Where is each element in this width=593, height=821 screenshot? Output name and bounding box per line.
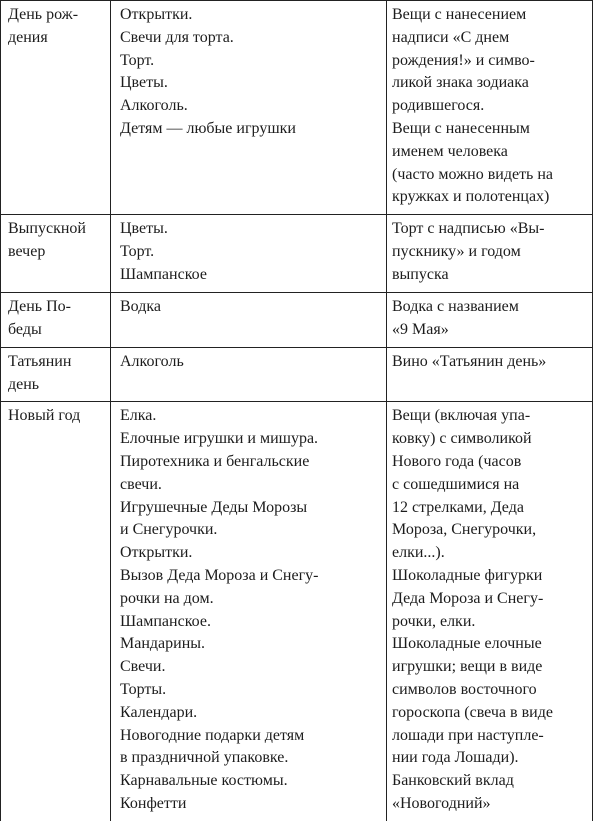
cell-line: Новый год [8,407,81,425]
cell-line: Шампанское [120,265,207,283]
cell-line: Елка. [120,407,157,425]
cell-line: «9 Мая» [392,320,449,338]
cell-line: рочки, елки. [392,612,476,630]
cell-line: и Снегурочки. [120,521,218,539]
cell-line: кружках и полотенцах) [392,188,550,206]
cell-line: с сошедшимися на [392,475,520,493]
cell-line: Нового года (часов [392,452,522,470]
personalized-cell [387,1,593,215]
cell-line: Открытки. [120,6,193,23]
cell-line: День По- [8,298,71,316]
cell-line: Вещи с нанесением [392,6,527,23]
cell-line: 12 стрелками, Деда [392,498,524,516]
cell-line: Выпускной [8,220,86,238]
gifts-cell [111,347,387,402]
cell-line: елки...). [392,544,445,562]
holiday-cell [1,402,111,821]
cell-line: день [8,375,40,393]
holiday-cell [1,293,111,348]
table-row-birthday [1,1,593,215]
cell-line: игрушки; вещи в виде [392,658,543,676]
cell-line: символов восточного [392,680,537,698]
cell-line: Деда Мороза и Снегу- [392,589,544,607]
holiday-cell [1,215,111,293]
cell-line: Календари. [120,703,198,721]
cell-line: рочки на дом. [120,589,214,607]
cell-line: Торт с надписью «Вы- [392,220,545,238]
cell-line: Водка с названием [392,298,519,316]
cell-line: Конфетти [120,794,187,812]
cell-line: Алкоголь. [120,97,188,115]
table-row-victory-day [1,293,593,348]
cell-line: в праздничной упаковке. [120,749,289,767]
cell-line: дения [8,28,48,46]
cell-line: Новогодние подарки детям [120,726,305,744]
cell-line: Цветы. [120,74,168,92]
cell-line: Торты. [120,680,167,698]
cell-line: гороскопа (свеча в виде [392,703,553,721]
cell-line: Вызов Деда Мороза и Снегу- [120,566,319,584]
cell-line: Игрушечные Деды Морозы [120,498,308,516]
cell-line: Карнавальные костюмы. [120,772,288,790]
cell-line: надписи «С днем [392,28,510,46]
personalized-cell [387,215,593,293]
cell-line: Вещи с нанесенным [392,119,530,137]
cell-line: «Новогодний» [392,794,491,812]
cell-line: Вино «Татьянин день» [392,352,547,370]
cell-line: Торт. [120,242,155,260]
holiday-cell [1,1,111,215]
cell-line: вечер [8,242,46,260]
cell-line: Шоколадные елочные [392,635,542,653]
cell-line: ликой знака зодиака [392,74,529,92]
personalized-cell [387,347,593,402]
cell-line: Вещи (включая упа- [392,407,531,425]
cell-line: Свечи. [120,658,166,676]
cell-line: свечи. [120,475,162,493]
cell-line: Шампанское. [120,612,211,630]
cell-line: нии года Лошади). [392,749,519,767]
cell-line: Детям — любые игрушки [120,119,296,137]
cell-line: Алкоголь [120,352,184,370]
cell-line: Татьянин [8,352,72,370]
personalized-cell [387,402,593,821]
gifts-cell [111,293,387,348]
table-row-new-year [1,402,593,821]
cell-line: пускнику» и годом [392,242,521,260]
table-row-graduation [1,215,593,293]
cell-line: Открытки. [120,544,193,562]
cell-line: День рож- [8,6,79,23]
cell-line: Пиротехника и бенгальские [120,452,310,470]
cell-line: Елочные игрушки и мишура. [120,430,319,448]
table-row-tatiana-day [1,347,593,402]
gifts-cell [111,1,387,215]
cell-line: Свечи для торта. [120,28,234,46]
cell-line: именем человека [392,142,508,160]
cell-line: ковку) с символикой [392,430,532,448]
cell-line: лошади при наступле- [392,726,544,744]
cell-line: Торт. [120,51,155,69]
cell-line: Шоколадные фигурки [392,566,543,584]
gifts-cell [111,215,387,293]
cell-line: Банковский вклад [392,772,514,790]
cell-line: Цветы. [120,220,168,238]
cell-line: Водка [120,298,161,316]
personalized-cell [387,293,593,348]
cell-line: Мандарины. [120,635,206,653]
cell-line: (часто можно видеть на [392,165,554,183]
cell-line: выпуска [392,265,449,283]
cell-line: беды [8,320,42,338]
gifts-cell [111,402,387,821]
cell-line: родившегося. [392,97,485,115]
cell-line: Мороза, Снегурочки, [392,521,537,539]
cell-line: рождения!» и симво- [392,51,535,69]
holiday-cell [1,347,111,402]
